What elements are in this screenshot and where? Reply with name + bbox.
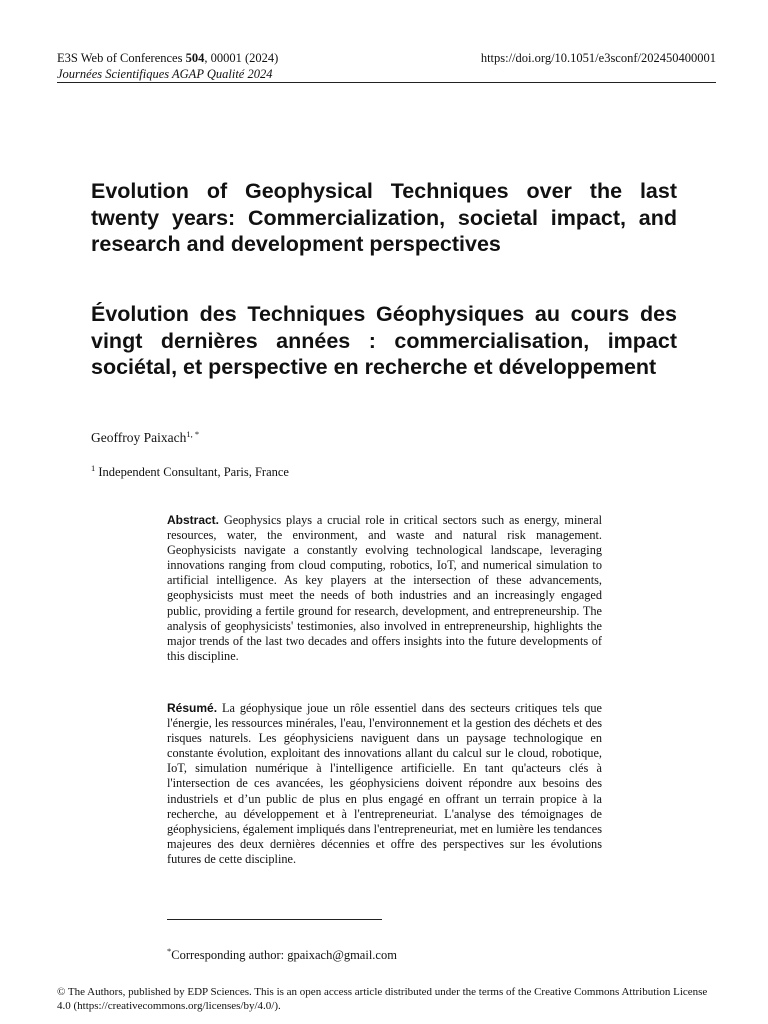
resume-text: La géophysique joue un rôle essentiel dans des secteurs critiques tels que l'énergie, les ressources minérales, l'eau, l'environnement et la gestion des déchets et des risques naturels. Les géophysiciens naviguent dans un paysage technologique en constante évolution, exploitant des innovations allant du calcul sur le cloud, robotique, IoT, simulation numérique à l'intelligence artificielle. En tant qu'acteurs clés à l'intersection de ces avancées, les géophysiciens doivent répondre aux besoins des industriels et d’un public de plus en plus engagé en offrant un terrain propice à la recherche, au développement et à l'entrepreneuriat. L'analyse des témoignages de géophysiciens, également impliqués dans l'entrepreneuriat, met en lumière les tendances majeures des deux dernières décennies et offre des perspectives sur les évolutions futures de cette discipline.: [167, 701, 602, 866]
corresponding-author-footnote: [167, 948, 397, 963]
running-header-left: [57, 50, 278, 82]
abstract-text: Geophysics plays a crucial role in critical sectors such as energy, mineral resources, water, the environment, and waste and natural risk management. Geophysicists navigate a constantly evolving technological landscape, leveraging innovations ranging from cloud computing, robotics, IoT, and numerical simulation to artificial intelligence. As key players at the intersection of these advancements, geophysicists must meet the needs of both industries and an increasingly engaged public, providing a fertile ground for research, development, and entrepreneurship. The analysis of geophysicists' testimonies, also involved in entrepreneurship, highlights the major trends of the last two decades and offers insights into the future developments of this discipline.: [167, 513, 602, 663]
title-english: Evolution of Geophysical Techniques over the last twenty years: Commercialization, societal impact, and research and development perspectives: [91, 179, 677, 256]
affiliation: [91, 465, 289, 480]
abstract-french: [167, 701, 602, 867]
doi-link[interactable]: https://doi.org/10.1051/e3sconf/202450400001: [480, 51, 716, 65]
affiliation-text: Independent Consultant, Paris, France: [95, 465, 289, 479]
conference-name: Journées Scientifiques AGAP Qualité 2024: [57, 67, 273, 81]
journal-volume: 504: [185, 51, 205, 65]
footnote-mark: *: [167, 946, 172, 956]
article-number-year: , 00001 (2024): [204, 51, 279, 65]
title-french: Évolution des Techniques Géophysiques au cours des vingt dernières années : commercialisation, impact sociétal, et perspective en recherche et développement: [91, 302, 677, 379]
license-notice: © The Authors, published by EDP Sciences. This is an open access article distributed under the terms of the Creative Commons Attribution License 4.0 (https://creativecommons.org/licenses/by/4.0/).: [57, 986, 708, 1012]
abstract-english: [167, 513, 602, 664]
header-divider: [57, 82, 716, 83]
author-line: [91, 430, 199, 446]
footnote-divider: [167, 919, 382, 920]
author-marks: 1, *: [186, 429, 200, 439]
abstract-heading: Abstract.: [167, 513, 220, 527]
footnote-text: Corresponding author: gpaixach@gmail.com: [171, 948, 397, 962]
affiliation-mark: 1: [91, 463, 96, 473]
author-name: Geoffroy Paixach: [91, 430, 187, 445]
resume-heading: Résumé.: [167, 701, 218, 715]
journal-citation: [57, 50, 278, 66]
journal-name: E3S Web of Conferences: [57, 51, 186, 65]
